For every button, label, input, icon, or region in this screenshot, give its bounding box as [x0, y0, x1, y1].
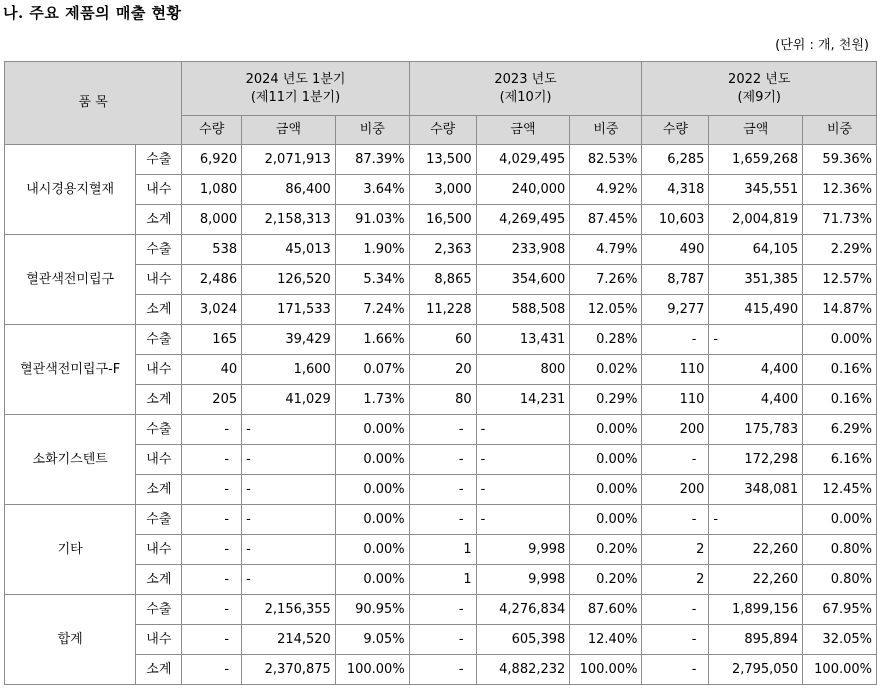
share-cell: 0.00% — [335, 505, 409, 535]
share-cell: 100.00% — [803, 655, 877, 685]
table-row — [5, 445, 877, 475]
quantity-cell: 2 — [642, 565, 709, 595]
table-row — [5, 415, 877, 445]
amount-cell: 345,551 — [709, 175, 803, 205]
amount-cell: 41,029 — [242, 385, 336, 415]
sales-type: 내수 — [136, 445, 182, 475]
table-row — [5, 265, 877, 295]
amount-header: 금액 — [242, 116, 336, 145]
share-cell: 6.29% — [803, 415, 877, 445]
sales-type: 소계 — [136, 655, 182, 685]
amount-cell: 605,398 — [476, 625, 570, 655]
amount-cell: - — [242, 535, 336, 565]
qty-header: 수량 — [409, 116, 476, 145]
share-cell: 67.95% — [803, 595, 877, 625]
amount-cell: 895,894 — [709, 625, 803, 655]
share-cell: 2.29% — [803, 235, 877, 265]
quantity-cell: 13,500 — [409, 145, 476, 175]
quantity-cell: 110 — [642, 385, 709, 415]
quantity-cell: - — [182, 565, 242, 595]
quantity-cell: 6,285 — [642, 145, 709, 175]
quantity-cell: - — [642, 505, 709, 535]
quantity-cell: - — [182, 415, 242, 445]
share-cell: 0.00% — [803, 325, 877, 355]
amount-cell: 4,269,495 — [476, 205, 570, 235]
amount-cell: 22,260 — [709, 565, 803, 595]
quantity-cell: 110 — [642, 355, 709, 385]
amount-cell: 172,298 — [709, 445, 803, 475]
amount-cell: 800 — [476, 355, 570, 385]
period-header — [409, 62, 642, 116]
share-cell: 0.00% — [335, 475, 409, 505]
period-term: (제10기) — [499, 89, 552, 105]
share-cell: 59.36% — [803, 145, 877, 175]
amount-cell: 13,431 — [476, 325, 570, 355]
share-cell: 0.00% — [335, 445, 409, 475]
share-cell: 0.00% — [335, 535, 409, 565]
amount-cell: 2,158,313 — [242, 205, 336, 235]
quantity-cell: 165 — [182, 325, 242, 355]
share-cell: 6.16% — [803, 445, 877, 475]
quantity-cell: - — [642, 595, 709, 625]
quantity-cell: 200 — [642, 415, 709, 445]
qty-header: 수량 — [642, 116, 709, 145]
product-name: 혈관색전미립구-F — [5, 325, 136, 415]
quantity-cell: - — [182, 505, 242, 535]
quantity-cell: 8,000 — [182, 205, 242, 235]
quantity-cell: 6,920 — [182, 145, 242, 175]
amount-cell: - — [242, 565, 336, 595]
amount-cell: 175,783 — [709, 415, 803, 445]
sales-type: 소계 — [136, 205, 182, 235]
quantity-cell: 16,500 — [409, 205, 476, 235]
amount-header: 금액 — [709, 116, 803, 145]
quantity-cell: 2,363 — [409, 235, 476, 265]
quantity-cell: 490 — [642, 235, 709, 265]
quantity-cell: 9,277 — [642, 295, 709, 325]
share-cell: 0.16% — [803, 385, 877, 415]
quantity-cell: - — [182, 625, 242, 655]
sales-type: 소계 — [136, 385, 182, 415]
amount-cell: 4,029,495 — [476, 145, 570, 175]
share-cell: 90.95% — [335, 595, 409, 625]
amount-cell: - — [709, 325, 803, 355]
amount-cell: - — [242, 415, 336, 445]
share-header: 비중 — [803, 116, 877, 145]
sales-table — [4, 61, 877, 685]
product-name: 소화기스텐트 — [5, 415, 136, 505]
share-cell: 71.73% — [803, 205, 877, 235]
sales-type: 수출 — [136, 595, 182, 625]
amount-cell: 415,490 — [709, 295, 803, 325]
quantity-cell: - — [182, 535, 242, 565]
section-title: 나. 주요 제품의 매출 현황 — [3, 4, 182, 22]
share-cell: 0.00% — [335, 565, 409, 595]
period-term: (제11기 1분기) — [250, 89, 341, 105]
share-cell: 4.92% — [570, 175, 642, 205]
quantity-cell: 11,228 — [409, 295, 476, 325]
amount-cell: 126,520 — [242, 265, 336, 295]
quantity-cell: - — [409, 505, 476, 535]
share-cell: 14.87% — [803, 295, 877, 325]
quantity-cell: 3,024 — [182, 295, 242, 325]
sales-type: 내수 — [136, 175, 182, 205]
period-header — [642, 62, 877, 116]
amount-cell: 45,013 — [242, 235, 336, 265]
table-row — [5, 595, 877, 625]
share-cell: 12.57% — [803, 265, 877, 295]
share-cell: 3.64% — [335, 175, 409, 205]
unit-note: (단위 : 개, 천원) — [775, 38, 869, 53]
amount-cell: - — [709, 505, 803, 535]
amount-cell: - — [242, 475, 336, 505]
share-header: 비중 — [335, 116, 409, 145]
table-row — [5, 325, 877, 355]
amount-cell: 14,231 — [476, 385, 570, 415]
amount-cell: 2,071,913 — [242, 145, 336, 175]
share-cell: 0.29% — [570, 385, 642, 415]
amount-cell: 4,276,834 — [476, 595, 570, 625]
share-cell: 0.80% — [803, 535, 877, 565]
amount-cell: 4,882,232 — [476, 655, 570, 685]
table-row — [5, 655, 877, 685]
amount-cell: 351,385 — [709, 265, 803, 295]
share-cell: 100.00% — [335, 655, 409, 685]
amount-cell: - — [476, 445, 570, 475]
amount-cell: 2,370,875 — [242, 655, 336, 685]
amount-cell: 348,081 — [709, 475, 803, 505]
quantity-cell: 3,000 — [409, 175, 476, 205]
product-name: 기타 — [5, 505, 136, 595]
amount-cell: 1,899,156 — [709, 595, 803, 625]
quantity-cell: - — [642, 655, 709, 685]
period-header — [182, 62, 409, 116]
share-cell: 12.36% — [803, 175, 877, 205]
table-row — [5, 145, 877, 175]
table-row — [5, 535, 877, 565]
quantity-cell: 10,603 — [642, 205, 709, 235]
sales-type: 소계 — [136, 475, 182, 505]
amount-cell: - — [476, 505, 570, 535]
quantity-cell: - — [182, 595, 242, 625]
share-cell: 0.16% — [803, 355, 877, 385]
share-cell: 32.05% — [803, 625, 877, 655]
share-cell: 1.66% — [335, 325, 409, 355]
amount-cell: 39,429 — [242, 325, 336, 355]
share-cell: 0.07% — [335, 355, 409, 385]
table-row — [5, 175, 877, 205]
amount-cell: 2,795,050 — [709, 655, 803, 685]
quantity-cell: 1 — [409, 565, 476, 595]
table-row — [5, 385, 877, 415]
amount-cell: - — [476, 475, 570, 505]
share-cell: 0.20% — [570, 535, 642, 565]
share-cell: 12.40% — [570, 625, 642, 655]
share-cell: 12.05% — [570, 295, 642, 325]
table-row — [5, 205, 877, 235]
share-cell: 87.39% — [335, 145, 409, 175]
sales-type: 수출 — [136, 415, 182, 445]
product-name: 내시경용지혈재 — [5, 145, 136, 235]
share-cell: 9.05% — [335, 625, 409, 655]
share-cell: 0.00% — [570, 505, 642, 535]
quantity-cell: 2,486 — [182, 265, 242, 295]
quantity-cell: - — [642, 445, 709, 475]
table-row — [5, 355, 877, 385]
share-cell: 0.00% — [570, 445, 642, 475]
amount-cell: 86,400 — [242, 175, 336, 205]
quantity-cell: - — [409, 475, 476, 505]
share-cell: 100.00% — [570, 655, 642, 685]
amount-cell: - — [242, 445, 336, 475]
share-cell: 87.45% — [570, 205, 642, 235]
quantity-cell: - — [182, 655, 242, 685]
share-cell: 0.00% — [570, 415, 642, 445]
quantity-cell: - — [409, 595, 476, 625]
quantity-cell: 4,318 — [642, 175, 709, 205]
amount-cell: 233,908 — [476, 235, 570, 265]
product-name: 합계 — [5, 595, 136, 685]
sales-type: 내수 — [136, 355, 182, 385]
share-cell: 1.73% — [335, 385, 409, 415]
amount-cell: 4,400 — [709, 355, 803, 385]
period-term: (제9기) — [737, 89, 781, 105]
amount-cell: 22,260 — [709, 535, 803, 565]
amount-cell: - — [476, 415, 570, 445]
quantity-cell: 8,787 — [642, 265, 709, 295]
sales-type: 수출 — [136, 145, 182, 175]
quantity-cell: - — [182, 445, 242, 475]
share-cell: 5.34% — [335, 265, 409, 295]
amount-cell: 64,105 — [709, 235, 803, 265]
share-cell: 0.80% — [803, 565, 877, 595]
table-row — [5, 565, 877, 595]
share-cell: 87.60% — [570, 595, 642, 625]
quantity-cell: 80 — [409, 385, 476, 415]
amount-cell: 1,659,268 — [709, 145, 803, 175]
quantity-cell: 20 — [409, 355, 476, 385]
quantity-cell: - — [409, 655, 476, 685]
sales-type: 소계 — [136, 565, 182, 595]
share-header: 비중 — [570, 116, 642, 145]
quantity-cell: - — [642, 325, 709, 355]
share-cell: 1.90% — [335, 235, 409, 265]
sales-type: 내수 — [136, 625, 182, 655]
quantity-cell: 8,865 — [409, 265, 476, 295]
amount-cell: 4,400 — [709, 385, 803, 415]
quantity-cell: 538 — [182, 235, 242, 265]
share-cell: 12.45% — [803, 475, 877, 505]
amount-cell: 171,533 — [242, 295, 336, 325]
item-header: 품 목 — [5, 62, 182, 145]
quantity-cell: 205 — [182, 385, 242, 415]
sales-type: 내수 — [136, 265, 182, 295]
share-cell: 7.24% — [335, 295, 409, 325]
share-cell: 4.79% — [570, 235, 642, 265]
quantity-cell: 40 — [182, 355, 242, 385]
share-cell: 0.28% — [570, 325, 642, 355]
amount-cell: 588,508 — [476, 295, 570, 325]
period-year: 2022 년도 — [728, 71, 791, 87]
share-cell: 7.26% — [570, 265, 642, 295]
table-row — [5, 505, 877, 535]
period-year: 2024 년도 1분기 — [245, 71, 346, 87]
quantity-cell: 200 — [642, 475, 709, 505]
sales-type: 수출 — [136, 505, 182, 535]
table-row — [5, 235, 877, 265]
amount-cell: 214,520 — [242, 625, 336, 655]
amount-cell: 2,156,355 — [242, 595, 336, 625]
sales-type: 내수 — [136, 535, 182, 565]
quantity-cell: - — [409, 625, 476, 655]
share-cell: 0.00% — [570, 475, 642, 505]
period-year: 2023 년도 — [494, 71, 557, 87]
sales-type: 소계 — [136, 295, 182, 325]
table-row — [5, 625, 877, 655]
amount-cell: 2,004,819 — [709, 205, 803, 235]
quantity-cell: - — [642, 625, 709, 655]
amount-cell: 1,600 — [242, 355, 336, 385]
table-row — [5, 475, 877, 505]
quantity-cell: 1 — [409, 535, 476, 565]
amount-cell: 354,600 — [476, 265, 570, 295]
share-cell: 0.02% — [570, 355, 642, 385]
quantity-cell: 1,080 — [182, 175, 242, 205]
amount-cell: 9,998 — [476, 565, 570, 595]
quantity-cell: - — [409, 445, 476, 475]
share-cell: 91.03% — [335, 205, 409, 235]
amount-cell: 9,998 — [476, 535, 570, 565]
qty-header: 수량 — [182, 116, 242, 145]
amount-header: 금액 — [476, 116, 570, 145]
product-name: 혈관색전미립구 — [5, 235, 136, 325]
sales-type: 수출 — [136, 325, 182, 355]
share-cell: 0.00% — [803, 505, 877, 535]
quantity-cell: 60 — [409, 325, 476, 355]
quantity-cell: - — [182, 475, 242, 505]
share-cell: 82.53% — [570, 145, 642, 175]
share-cell: 0.00% — [335, 415, 409, 445]
amount-cell: 240,000 — [476, 175, 570, 205]
share-cell: 0.20% — [570, 565, 642, 595]
quantity-cell: - — [409, 415, 476, 445]
quantity-cell: 2 — [642, 535, 709, 565]
amount-cell: - — [242, 505, 336, 535]
sales-type: 수출 — [136, 235, 182, 265]
table-row — [5, 295, 877, 325]
